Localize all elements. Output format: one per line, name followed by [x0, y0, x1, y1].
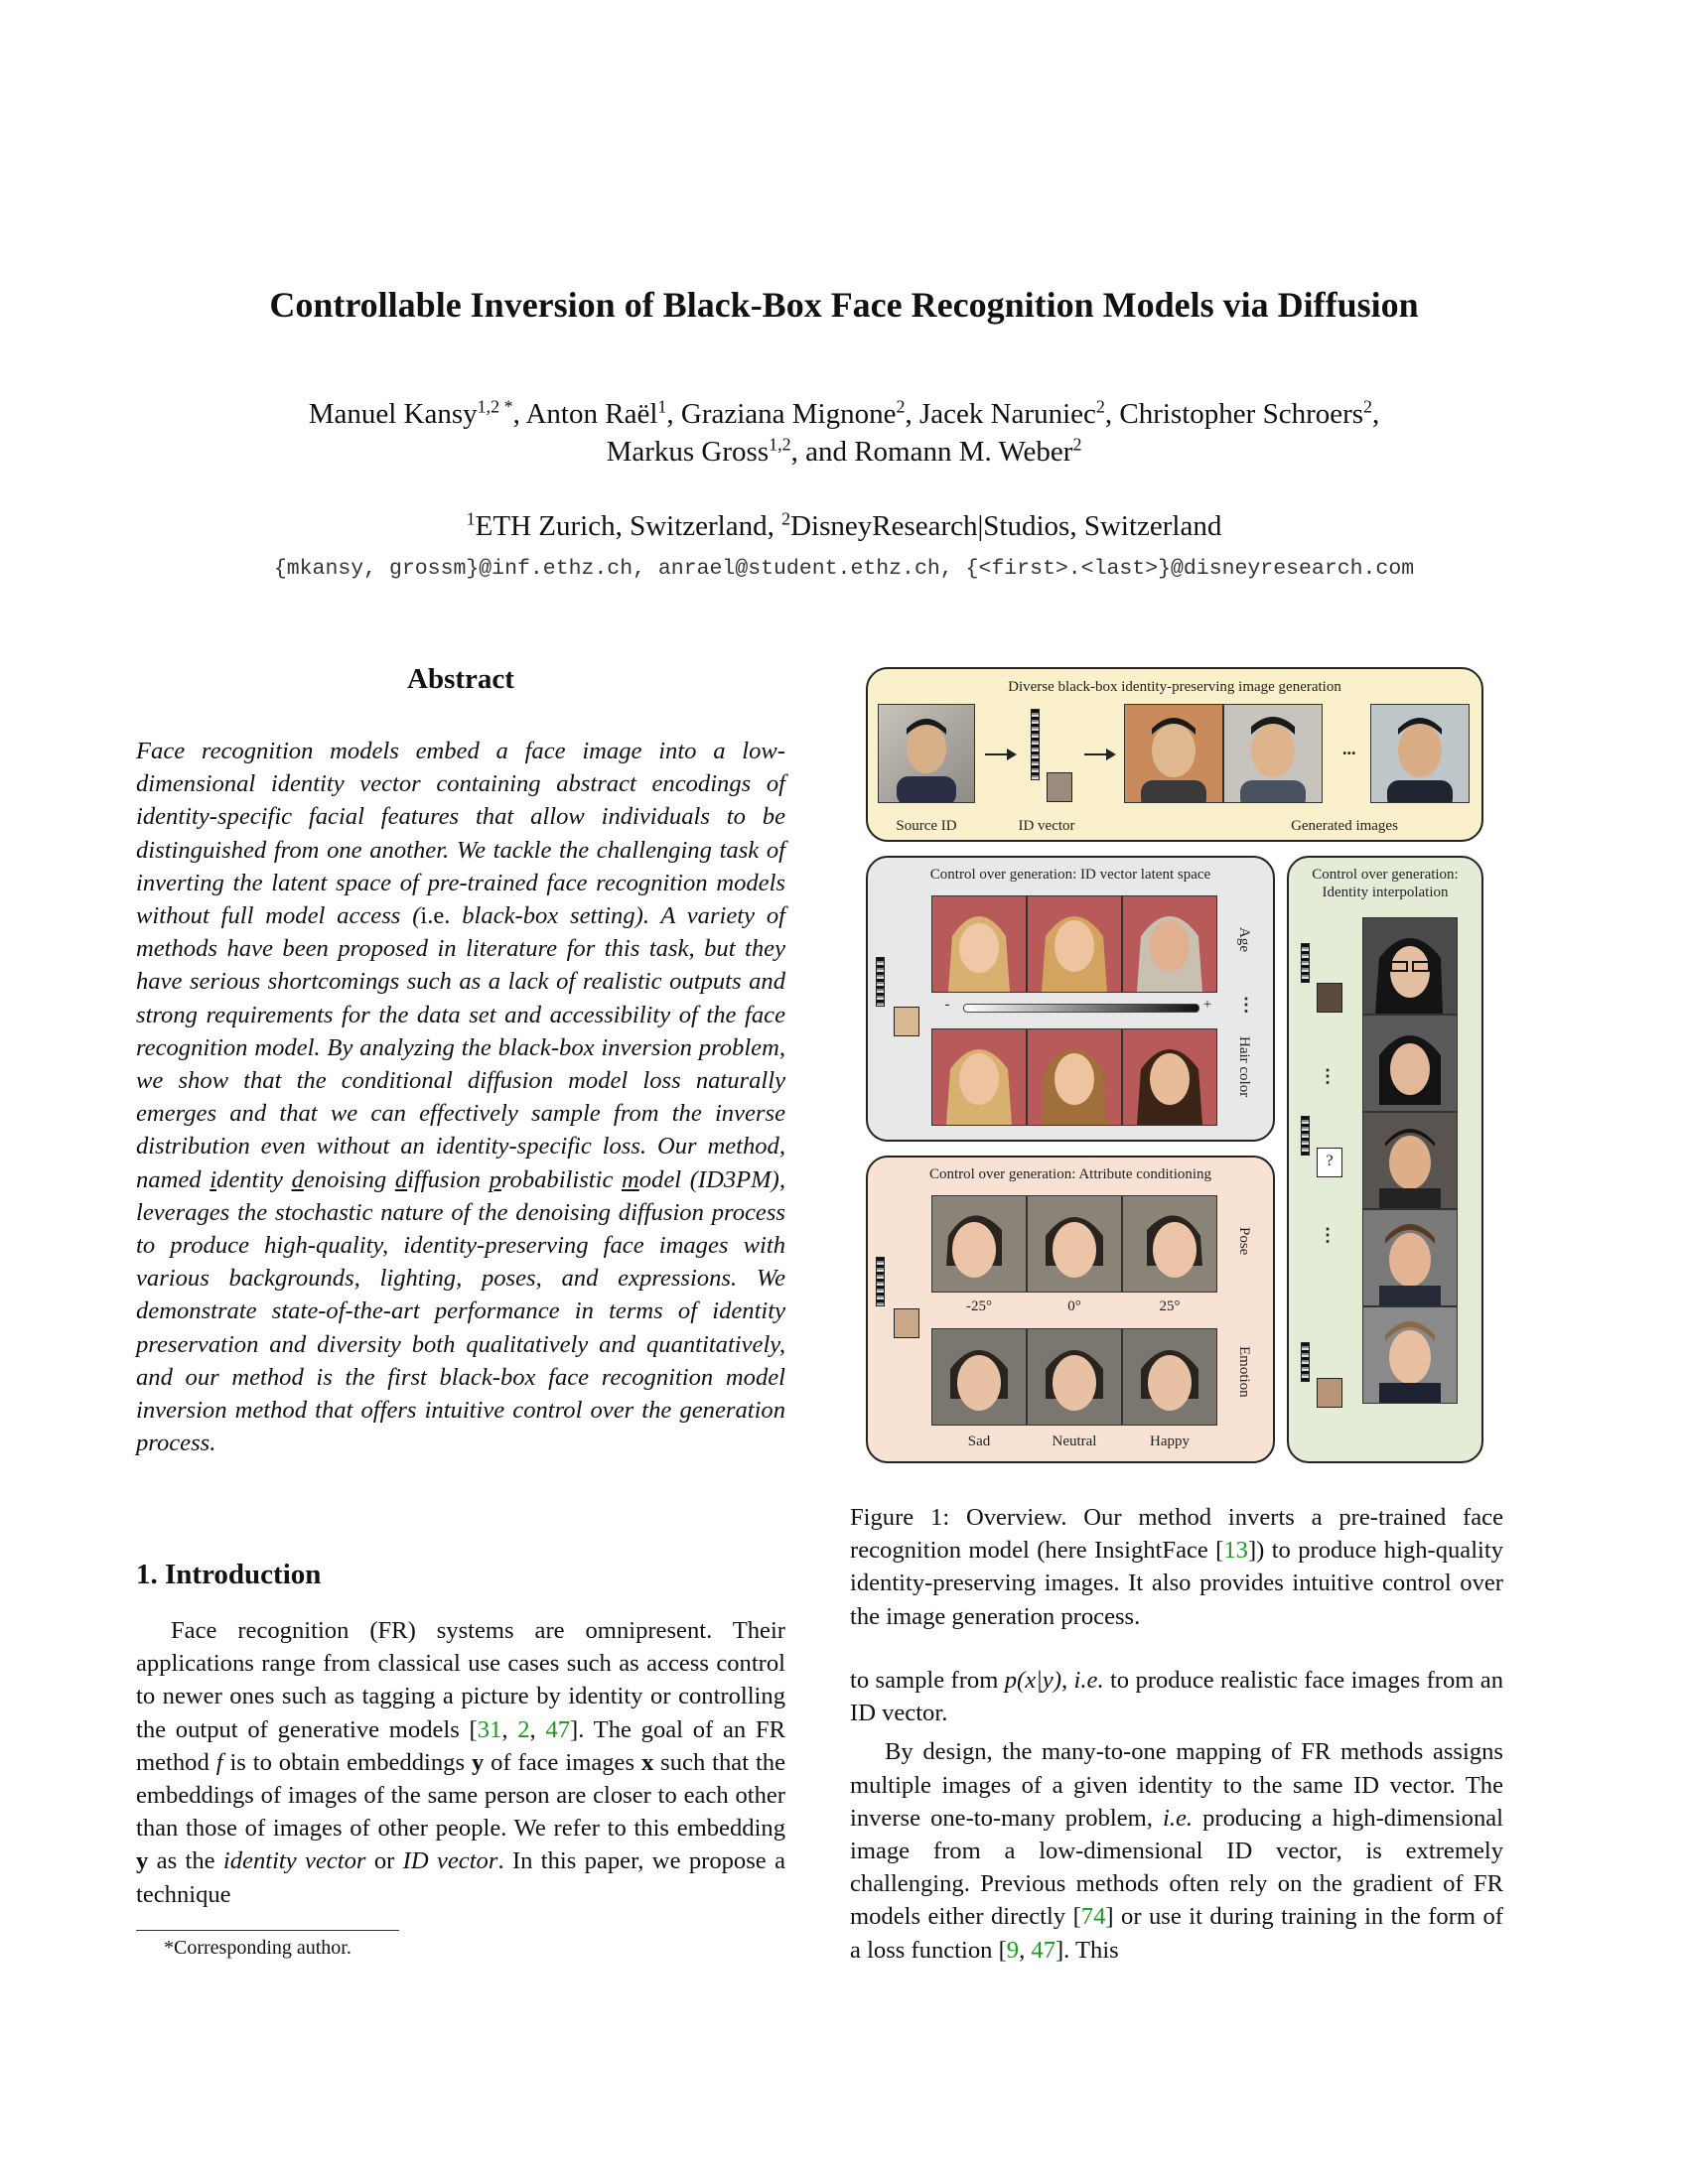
slider-plus: +	[1202, 997, 1212, 1013]
hair-color-image	[1027, 1028, 1122, 1126]
panel-identity-interpolation	[1287, 856, 1483, 1463]
author-name: Manuel Kansy	[308, 398, 478, 430]
id-vector-icon	[876, 1257, 885, 1306]
pose-image	[1122, 1195, 1217, 1293]
emotion-label: Happy	[1150, 1433, 1190, 1449]
right-column-text	[850, 1664, 1503, 1967]
label-generated-images: Generated images	[1291, 818, 1398, 834]
author-sup: 1,2	[769, 434, 791, 455]
author-sup: 2	[1072, 434, 1082, 455]
paragraph: to sample from p(x|y), i.e. to produce realistic face images from an ID vector.	[850, 1667, 1504, 1727]
figure-caption: Figure 1: Overview. Our method inverts a pre-trained face recognition model (here InsightFace [13]) to produce high-quality identity-preserving images. It also provides intuitive control over the image generation process.	[850, 1504, 1503, 1630]
id-thumbnail	[1317, 1378, 1342, 1408]
face-illustration	[879, 705, 974, 802]
arrow-icon	[1084, 753, 1114, 755]
affil-sup: 1	[466, 508, 476, 529]
vertical-ellipsis: ⋮	[1237, 995, 1255, 1015]
emotion-image	[931, 1328, 1027, 1426]
attribute-slider[interactable]	[963, 1004, 1199, 1013]
author-sup: 2	[896, 396, 906, 417]
label-pose: Pose	[1236, 1227, 1252, 1256]
affil-1: ETH Zurich, Switzerland,	[475, 510, 782, 542]
citation-link[interactable]: 13	[1223, 1537, 1248, 1565]
slider-minus: -	[944, 997, 950, 1013]
id-vector-icon	[1301, 1116, 1310, 1156]
label-hair-color: Hair color	[1236, 1036, 1252, 1098]
face-illustration	[1363, 1113, 1457, 1208]
id-thumbnail	[1047, 772, 1072, 802]
abstract-text: Face recognition models embed a face image into a low-dimensional identity vector containing abstract encodings of identity-specific facial features that allow individuals to be distinguished from one another. We tackle the challenging task of inverting the latent space of pre-trained face recognition models without full model access (i.e. black-box setting). A variety of methods have been proposed in literature for this task, but they have serious shortcomings such as a lack of realistic outputs and strong requirements for the data set and accessibility of the face recognition model. By analyzing the black-box inversion problem, we show that the conditional diffusion model loss naturally emerges and that we can effectively sample from the inverse distribution even without an identity-specific loss. Our method, named identity denoising diffusion probabilistic model (ID3PM), leverages the stochastic nature of the denoising diffusion process to produce high-quality, identity-preserving face images with various backgrounds, lighting, poses, and expressions. We demonstrate state-of-the-art performance in terms of identity preservation and diversity both qualitatively and quantitatively, and our method is the first black-box face recognition model inversion method that offers intuitive control over the generation process.	[136, 738, 785, 1457]
id-vector-icon	[1301, 943, 1310, 983]
panel-identity-generation	[866, 667, 1483, 842]
citation-link[interactable]: 47	[1031, 1936, 1055, 1964]
face-illustration	[1125, 705, 1222, 802]
face-illustration	[1363, 1307, 1457, 1403]
label-emotion: Emotion	[1236, 1346, 1252, 1398]
id-vector-icon	[876, 957, 885, 1007]
face-illustration	[1363, 1210, 1457, 1305]
pose-label: 25°	[1159, 1298, 1181, 1314]
footnote: *Corresponding author.	[164, 1937, 352, 1959]
figure-1	[866, 667, 1483, 1463]
face-illustration	[1028, 1329, 1121, 1425]
footnote-rule	[136, 1930, 399, 1931]
affiliations	[0, 510, 1688, 543]
affil-sup: 2	[781, 508, 791, 529]
interpolation-image	[1362, 1015, 1458, 1112]
vertical-ellipsis: ⋮	[1319, 1066, 1336, 1086]
author-name: , Jacek Naruniec	[905, 398, 1096, 430]
generated-image	[1223, 704, 1323, 803]
author-emails[interactable]: {mkansy, grossm}@inf.ethz.ch, anrael@student.ethz.ch, {<first>.<last>}@disneyresearch.com	[273, 557, 1415, 581]
author-name: , Anton Raël	[512, 398, 658, 430]
label-age: Age	[1236, 927, 1252, 952]
panel-id-latent-space	[866, 856, 1275, 1142]
paragraph: By design, the many-to-one mapping of FR methods assigns multiple images of a given identity to the same ID vector. The inverse one-to-many problem, i.e. producing a high-dimensional image from a low-dimensional ID vector, is extremely challenging. Previous methods often rely on the gradient of FR models either directly [74] or use it during training in the form of a loss function [9, 47]. This	[850, 1738, 1503, 1964]
introduction-text: Face recognition (FR) systems are omnipresent. Their applications range from classical use cases such as access control to newer ones such as tagging a picture by identity or controlling the output of generative models [31, 2, 47]. The goal of an FR method f is to obtain embeddings y of face images x such that the embeddings of images of the same person are closer to each other than those of images of other people. We refer to this embedding y as the identity vector or ID vector. In this paper, we propose a technique	[136, 1617, 786, 1908]
age-image	[1122, 895, 1217, 993]
author-sup: 1,2 *	[477, 396, 513, 417]
panel-attribute-conditioning	[866, 1156, 1275, 1463]
face-illustration	[1028, 1196, 1121, 1292]
id-vector-icon	[1031, 709, 1040, 780]
author-list	[0, 395, 1688, 471]
hair-color-image	[1122, 1028, 1217, 1126]
panel-title: Diverse black-box identity-preserving image generation	[1008, 679, 1341, 695]
author-name: , Christopher Schroers	[1104, 398, 1364, 430]
emotion-image	[1122, 1328, 1217, 1426]
panel-title: Control over generation: Attribute conditioning	[928, 1166, 1212, 1182]
face-illustration	[1363, 918, 1457, 1014]
face-illustration	[932, 1029, 1026, 1125]
pose-image	[1027, 1195, 1122, 1293]
face-illustration	[1028, 1029, 1121, 1125]
generated-image	[1124, 704, 1223, 803]
ellipsis: ...	[1342, 739, 1356, 758]
author-line-1	[0, 395, 1688, 433]
face-illustration	[1363, 1016, 1457, 1111]
emotion-label: Sad	[967, 1433, 991, 1449]
hair-color-image	[931, 1028, 1027, 1126]
citation-link[interactable]: 31	[477, 1715, 502, 1743]
abstract-heading: Abstract	[407, 663, 514, 695]
author-sup: 2	[1363, 396, 1373, 417]
face-illustration	[1028, 896, 1121, 992]
citation-link[interactable]: 47	[545, 1715, 571, 1743]
paper-title: Controllable Inversion of Black-Box Face Recognition Models via Diffusion	[269, 285, 1419, 325]
citation-link[interactable]: 9	[1006, 1936, 1020, 1964]
face-illustration	[1123, 1196, 1216, 1292]
label-source-id: Source ID	[896, 818, 957, 834]
pose-label: 0°	[1067, 1298, 1081, 1314]
label-id-vector: ID vector	[1018, 818, 1075, 834]
affil-2: DisneyResearch|Studios, Switzerland	[790, 510, 1222, 542]
author-name: Markus Gross	[606, 436, 770, 468]
interpolation-image	[1362, 1112, 1458, 1209]
emotion-label: Neutral	[1052, 1433, 1097, 1449]
face-illustration	[1123, 1329, 1216, 1425]
panel-title: Identity interpolation	[1322, 885, 1449, 900]
id-thumbnail	[1317, 983, 1342, 1013]
id-thumbnail	[894, 1308, 919, 1338]
citation-link[interactable]: 74	[1080, 1903, 1106, 1931]
panel-title: Control over generation:	[1312, 867, 1459, 883]
face-illustration	[932, 896, 1026, 992]
face-illustration	[1123, 1029, 1216, 1125]
pose-label: -25°	[966, 1298, 992, 1314]
pose-image	[931, 1195, 1027, 1293]
face-illustration	[932, 1196, 1026, 1292]
emotion-image	[1027, 1328, 1122, 1426]
age-image	[931, 895, 1027, 993]
age-image	[1027, 895, 1122, 993]
id-vector-icon	[1301, 1342, 1310, 1382]
author-name: ,	[1372, 398, 1380, 430]
question-box: ?	[1317, 1148, 1342, 1177]
author-name: , and Romann M. Weber	[790, 436, 1073, 468]
source-id-image	[878, 704, 975, 803]
face-illustration	[1123, 896, 1216, 992]
face-illustration	[932, 1329, 1026, 1425]
author-line-2	[0, 433, 1688, 471]
interpolation-image	[1362, 1209, 1458, 1306]
vertical-ellipsis: ⋮	[1319, 1225, 1336, 1245]
author-sup: 1	[657, 396, 667, 417]
arrow-icon	[985, 753, 1015, 755]
id-thumbnail	[894, 1007, 919, 1036]
author-sup: 2	[1095, 396, 1105, 417]
face-illustration	[1224, 705, 1322, 802]
generated-image	[1370, 704, 1470, 803]
section-heading-introduction: 1. Introduction	[136, 1559, 322, 1590]
interpolation-image	[1362, 917, 1458, 1015]
interpolation-image	[1362, 1306, 1458, 1404]
face-illustration	[1371, 705, 1469, 802]
panel-title: Control over generation: ID vector latent space	[929, 867, 1211, 883]
author-name: , Graziana Mignone	[666, 398, 897, 430]
citation-link[interactable]: 2	[517, 1715, 530, 1743]
